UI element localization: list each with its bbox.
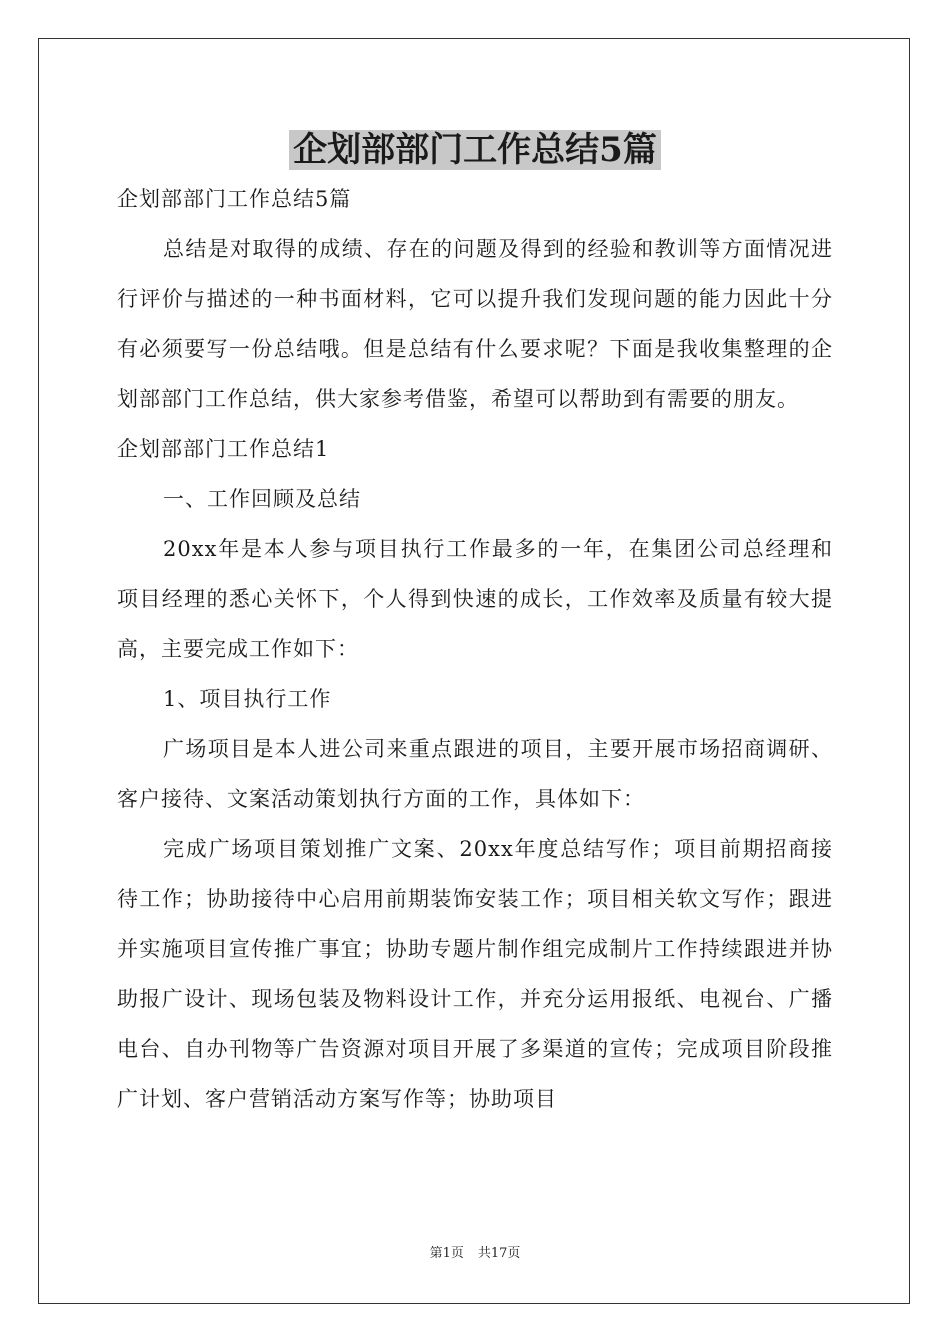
body-paragraph: 完成广场项目策划推广文案、20xx年度总结写作；项目前期招商接待工作；协助接待中心启用前期装饰安装工作；项目相关软文写作；跟进并实施项目宣传推广事宜；协助专题片制作组完成制片工作持续跟进并协助报广设计、现场包装及物料设计工作，并充分运用报纸、电视台、广播电台、自办刊物等广告资源对项目开展了多渠道的宣传；完成项目阶段推广计划、客户营销活动方案写作等；协助项目: [117, 837, 833, 1111]
body-paragraph: 广场项目是本人进公司来重点跟进的项目，主要开展市场招商调研、客户接待、文案活动策划执行方面的工作，具体如下：: [117, 737, 833, 811]
subtitle-line: 企划部部门工作总结5篇: [117, 187, 352, 211]
page-number: 第1页: [429, 1246, 464, 1261]
page-footer: [0, 1244, 950, 1264]
item-heading: 1、项目执行工作: [163, 687, 332, 711]
intro-paragraph: 总结是对取得的成绩、存在的问题及得到的经验和教训等方面情况进行评价与描述的一种书面材料，它可以提升我们发现问题的能力因此十分有必须要写一份总结哦。但是总结有什么要求呢？下面是我收集整理的企划部部门工作总结，供大家参考借鉴，希望可以帮助到有需要的朋友。: [117, 237, 833, 411]
page-total: 共17页: [477, 1246, 521, 1261]
subsection-heading: 一、工作回顾及总结: [163, 487, 361, 511]
document-body: [117, 174, 833, 1124]
document-title-text: 企划部部门工作总结5篇: [289, 130, 661, 170]
document-title: [0, 126, 950, 174]
body-paragraph: 20xx年是本人参与项目执行工作最多的一年，在集团公司总经理和项目经理的悉心关怀下，个人得到快速的成长，工作效率及质量有较大提高，主要完成工作如下：: [117, 537, 833, 661]
section-heading: 企划部部门工作总结1: [117, 437, 330, 461]
